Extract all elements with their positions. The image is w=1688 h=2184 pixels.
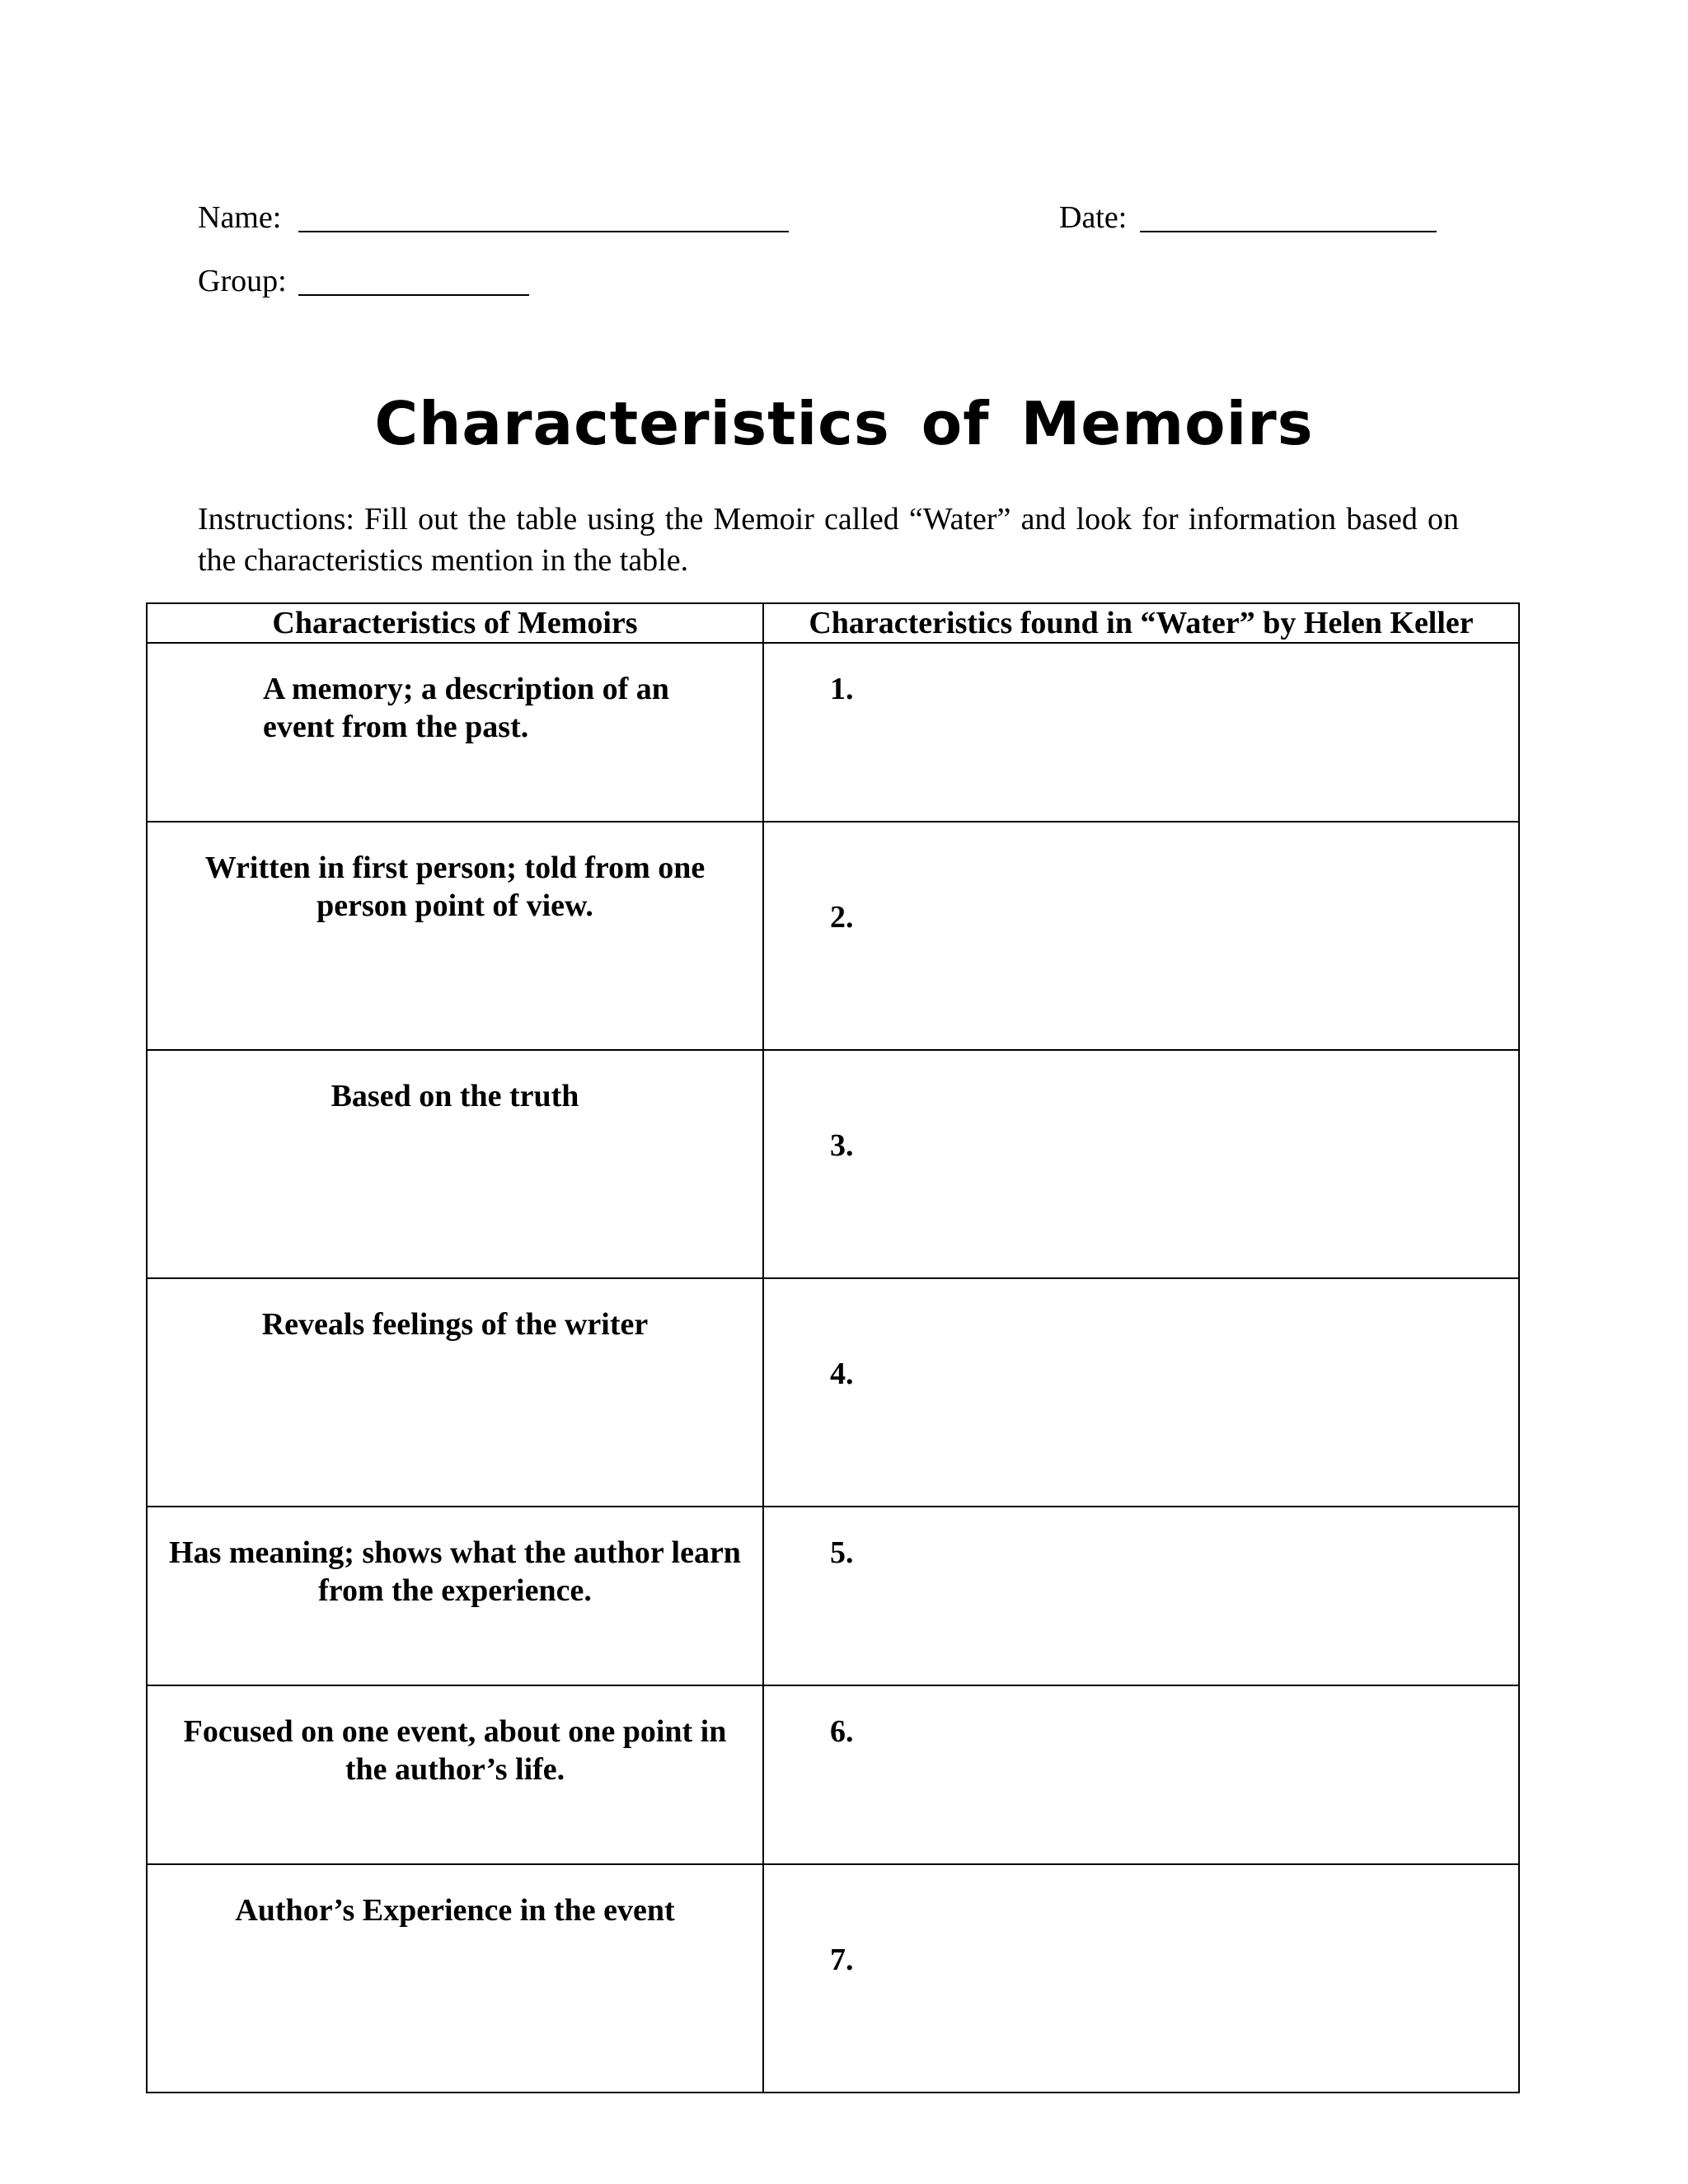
answer-cell[interactable]: 6. [763,1685,1519,1864]
instructions-text: Instructions: Fill out the table using the Memoir called “Water” and look for information based on the characteristics mention in the table. [198,502,1459,578]
table-row [147,822,1519,1050]
memoir-characteristics-table [146,602,1520,2093]
table-header-row [147,603,1519,643]
date-blank[interactable] [1140,231,1437,232]
characteristic-cell: A memory; a description of an event from the past. [147,643,763,822]
page-title: Characteristics of Memoirs [374,389,1314,458]
answer-cell[interactable]: 5. [763,1507,1519,1685]
name-label: Name: [198,200,282,235]
characteristic-cell: Reveals feelings of the writer [147,1278,763,1507]
table-row [147,1507,1519,1685]
table-row [147,1685,1519,1864]
group-label: Group: [198,264,287,298]
characteristic-cell: Has meaning; shows what the author learn from the experience. [147,1507,763,1685]
column-header-found-in-water: Characteristics found in “Water” by Helen Keller [763,603,1519,643]
column-header-characteristics: Characteristics of Memoirs [147,603,763,643]
answer-cell[interactable]: 3. [763,1050,1519,1278]
table-row [147,1864,1519,2093]
characteristic-cell: Based on the truth [147,1050,763,1278]
table-row [147,1050,1519,1278]
table-row [147,643,1519,822]
characteristic-cell: Written in first person; told from one person point of view. [147,822,763,1050]
answer-cell[interactable]: 2. [763,822,1519,1050]
answer-cell[interactable]: 7. [763,1864,1519,2093]
group-blank[interactable] [298,294,529,296]
answer-cell[interactable]: 4. [763,1278,1519,1507]
answer-cell[interactable]: 1. [763,643,1519,822]
table-row [147,1278,1519,1507]
date-label: Date: [1059,200,1128,235]
name-blank[interactable] [298,231,789,232]
characteristic-cell: Focused on one event, about one point in the author’s life. [147,1685,763,1864]
characteristic-cell: Author’s Experience in the event [147,1864,763,2093]
